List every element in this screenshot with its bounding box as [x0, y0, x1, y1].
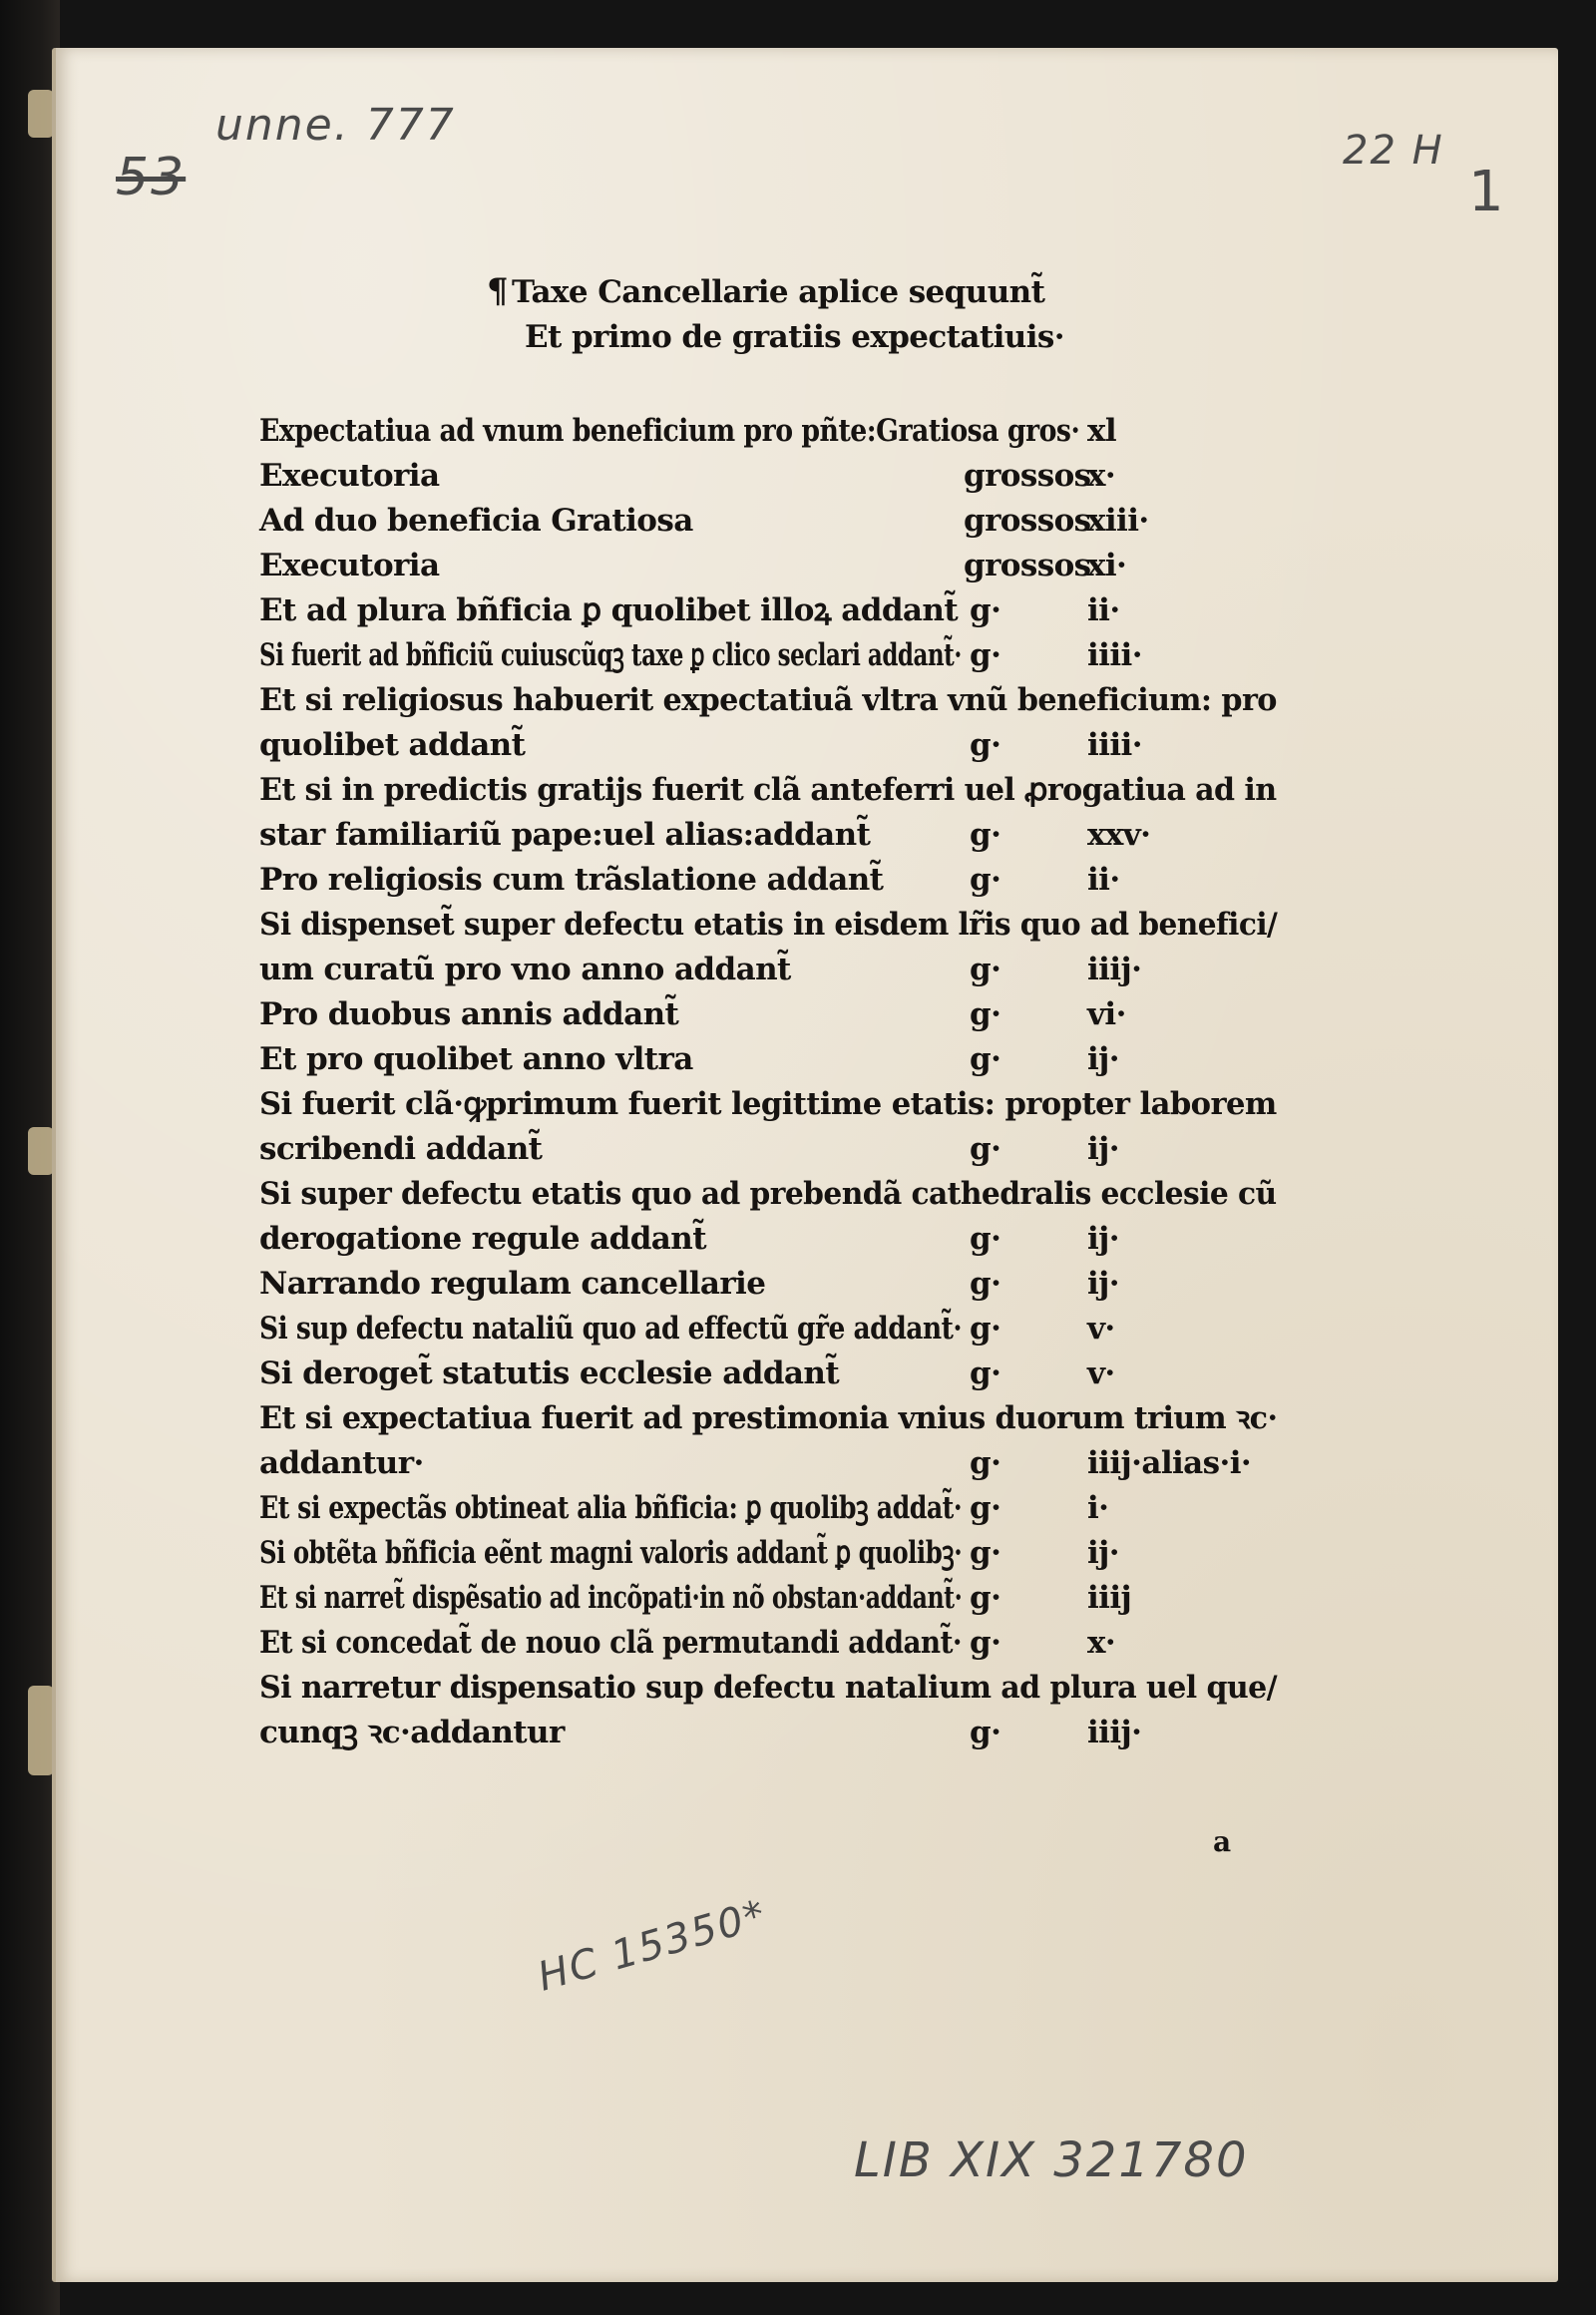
- entry-text: Si super defectu etatis quo ad prebendã cathedralis ecclesie cũ: [259, 1176, 1277, 1212]
- entry-row: [259, 1217, 1277, 1262]
- entry-text: Pro duobus annis addant̃: [259, 996, 679, 1032]
- entry-amount: xiii·: [1087, 503, 1149, 539]
- entry-text: Et pro quolibet anno vltra: [259, 1041, 693, 1077]
- entry-amount: i·: [1087, 1490, 1109, 1526]
- entry-row: [259, 768, 1277, 813]
- entry-text: scribendi addant̃: [259, 1131, 543, 1167]
- entry-text: Ad duo beneficia Gratiosa: [259, 503, 693, 539]
- entry-row: [259, 454, 1277, 499]
- entry-unit: grossos: [964, 458, 1091, 494]
- entry-text: Et si expectãs obtineat alia bñficia: ꝑ quolibꝫ addat̃·: [259, 1490, 963, 1526]
- entry-row: [259, 1127, 1277, 1172]
- entry-amount: iiij·alias·i·: [1087, 1445, 1252, 1481]
- entry-text: Executoria: [259, 458, 440, 494]
- entry-row: [259, 1351, 1277, 1396]
- entry-unit: g·: [970, 1221, 1001, 1257]
- entry-text: Si obtẽta bñficia eẽnt magni valoris addant̃ ꝑ quolibꝫ·: [259, 1535, 963, 1571]
- entry-row: [259, 858, 1277, 903]
- entry-unit: g·: [970, 1266, 1001, 1302]
- heading-line-2: Et primo de gratiis expectatiuis·: [525, 319, 1064, 355]
- entry-text: Pro religiosis cum trãslatione addant̃: [259, 862, 884, 898]
- entry-unit: g·: [970, 1355, 1001, 1391]
- top-right-note: 22 H: [1343, 128, 1444, 174]
- entry-unit: g·: [970, 592, 1001, 628]
- entry-amount: iiij·: [1087, 952, 1142, 987]
- inventory-note: unne. 777: [215, 100, 456, 151]
- entry-unit: g·: [970, 1535, 1001, 1571]
- entry-amount: ij·: [1087, 1221, 1119, 1257]
- entry-text: Et ad plura bñficia ꝑ quolibet illoꝝ addant̃: [259, 592, 959, 628]
- entry-row: [259, 813, 1277, 858]
- binding-thread: [28, 90, 54, 138]
- entry-amount: iiii·: [1087, 637, 1142, 673]
- entry-amount: ij·: [1087, 1266, 1119, 1302]
- entry-text: Et si narret̃ dispẽsatio ad incõpati·in nõ obstan·addant̃·: [259, 1580, 963, 1616]
- entry-unit: g·: [970, 1580, 1001, 1616]
- folio-number-crossed: 53: [116, 148, 187, 207]
- entry-amount: ij·: [1087, 1041, 1119, 1077]
- entry-row: [259, 1666, 1277, 1711]
- entry-row: [259, 1262, 1277, 1307]
- tax-entries: [259, 409, 1277, 1755]
- page: [52, 48, 1558, 2282]
- entry-row: [259, 499, 1277, 544]
- entry-unit: g·: [970, 1445, 1001, 1481]
- entry-text: Si narretur dispensatio sup defectu natalium ad plura uel que/: [259, 1670, 1278, 1706]
- shelf-mark: HC 15350*: [533, 1891, 772, 2001]
- entry-text: Et si expectatiua fuerit ad prestimonia vnius duorum trium ꝛc·: [259, 1400, 1278, 1436]
- entry-unit: g·: [970, 1625, 1001, 1661]
- entry-amount: vi·: [1087, 996, 1126, 1032]
- library-stamp: LIB XIX 321780: [854, 2132, 1249, 2188]
- heading-line-1: ¶ Taxe Cancellarie aplice sequunt̃: [487, 271, 1045, 311]
- entry-row: [259, 1711, 1277, 1755]
- entry-row: [259, 903, 1277, 948]
- entry-text: Si fuerit ad bñficiũ cuiuscũqꝫ taxe ꝑ clico seclari addant̃·: [259, 637, 962, 673]
- entry-amount: x·: [1087, 1625, 1116, 1661]
- entry-unit: g·: [970, 862, 1001, 898]
- entry-row: [259, 1082, 1277, 1127]
- entry-row: [259, 544, 1277, 588]
- entry-row: [259, 1576, 1277, 1621]
- entry-row: [259, 948, 1277, 992]
- entry-unit: g·: [970, 1490, 1001, 1526]
- entry-row: [259, 1396, 1277, 1441]
- entry-amount: ii·: [1087, 592, 1120, 628]
- entry-text: Et si religiosus habuerit expectatiuã vltra vnũ beneficium: pro: [259, 682, 1277, 718]
- entry-row: [259, 1037, 1277, 1082]
- entry-text: derogatione regule addant̃: [259, 1221, 706, 1257]
- entry-text: quolibet addant̃: [259, 727, 526, 763]
- entry-amount: x·: [1087, 458, 1116, 494]
- signature-mark: a: [1213, 1825, 1231, 1858]
- entry-text: Si sup defectu nataliũ quo ad effectũ gr̃e addant̃·: [259, 1311, 963, 1347]
- entry-amount: iiij·: [1087, 1715, 1142, 1750]
- entry-row: [259, 1531, 1277, 1576]
- entry-amount: ij·: [1087, 1131, 1119, 1167]
- entry-amount: iiii·: [1087, 727, 1142, 763]
- entry-unit: g·: [970, 1041, 1001, 1077]
- entry-amount: xxv·: [1087, 817, 1151, 853]
- entry-unit: g·: [970, 727, 1001, 763]
- binding-knot: [28, 1686, 54, 1775]
- entry-text: star familiariũ pape:uel alias:addant̃: [259, 817, 871, 853]
- entry-unit: g·: [970, 637, 1001, 673]
- entry-row: [259, 678, 1277, 723]
- entry-text: cunqꝫ ꝛc·addantur: [259, 1715, 565, 1750]
- entry-row: [259, 409, 1277, 454]
- entry-row: [259, 1307, 1277, 1351]
- entry-amount: v·: [1087, 1355, 1115, 1391]
- entry-amount: xl: [1087, 413, 1117, 449]
- entry-row: [259, 1441, 1277, 1486]
- entry-row: [259, 992, 1277, 1037]
- entry-unit: grossos: [964, 548, 1091, 583]
- entry-unit: grossos: [964, 503, 1091, 539]
- entry-unit: g·: [970, 1311, 1001, 1347]
- entry-row: [259, 1172, 1277, 1217]
- entry-row: [259, 633, 1277, 678]
- entry-text: Si deroget̃ statutis ecclesie addant̃: [259, 1355, 840, 1391]
- entry-text: Et si concedat̃ de nouo clã permutandi addant̃·: [259, 1625, 963, 1661]
- entry-unit: g·: [970, 952, 1001, 987]
- entry-unit: g·: [970, 1715, 1001, 1750]
- entry-row: [259, 1486, 1277, 1531]
- entry-text: Executoria: [259, 548, 440, 583]
- entry-unit: g·: [970, 1131, 1001, 1167]
- entry-text: Expectatiua ad vnum beneficium pro pñte:Gratiosa gros·: [259, 413, 1080, 449]
- entry-text: Narrando regulam cancellarie: [259, 1266, 766, 1302]
- entry-amount: v·: [1087, 1311, 1115, 1347]
- entry-text: Si fuerit clã·ꝙprimum fuerit legittime etatis: propter laborem: [259, 1086, 1277, 1122]
- entry-text: Et si in predictis gratijs fuerit clã anteferri uel ꝓrogatiua ad in: [259, 772, 1277, 808]
- entry-amount: xi·: [1087, 548, 1127, 583]
- binding-thread: [28, 1127, 54, 1175]
- pilcrow-icon: ¶: [487, 271, 509, 311]
- entry-amount: iiij: [1087, 1580, 1132, 1616]
- entry-unit: g·: [970, 996, 1001, 1032]
- entry-amount: ij·: [1087, 1535, 1119, 1571]
- entry-row: [259, 588, 1277, 633]
- entry-text: Si dispenset̃ super defectu etatis in eisdem lr̃is quo ad benefici/: [259, 907, 1278, 943]
- entry-row: [259, 723, 1277, 768]
- entry-unit: g·: [970, 817, 1001, 853]
- entry-amount: ii·: [1087, 862, 1120, 898]
- right-margin-mark: 1: [1468, 160, 1506, 224]
- entry-text: addantur·: [259, 1445, 424, 1481]
- heading: [487, 269, 1064, 360]
- entry-row: [259, 1621, 1277, 1666]
- entry-text: um curatũ pro vno anno addant̃: [259, 952, 791, 987]
